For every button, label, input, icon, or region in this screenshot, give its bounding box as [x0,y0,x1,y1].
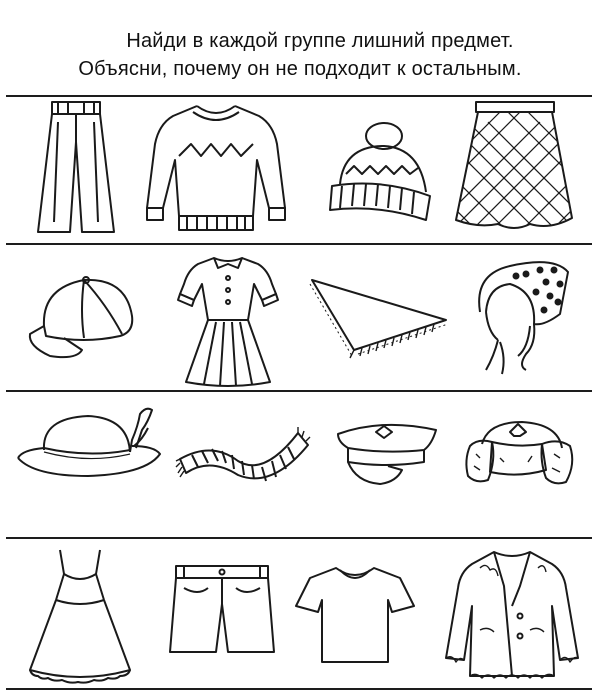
scarf-triangle-icon [300,268,452,362]
baseball-cap-icon [24,270,140,362]
wide-brim-hat-icon [14,400,164,496]
instruction-line-1: Найди в каждой группе лишний предмет. [126,30,514,52]
knit-hat-icon [322,120,440,228]
trousers-icon [24,98,128,238]
bonnet-icon [464,252,576,376]
top-border [6,95,592,97]
row-divider [6,537,592,539]
fur-coat-icon [440,546,584,686]
row-divider [6,243,592,245]
striped-scarf-icon [172,415,312,497]
sundress-icon [22,546,138,684]
tshirt-icon [292,562,418,666]
sweater-icon [143,98,289,236]
bottom-border [6,688,592,690]
shorts-icon [164,562,280,662]
instruction-line-2: Объясни, почему он не подходит к остальным. [78,58,522,80]
row-divider [6,390,592,392]
fur-hat-icon [462,414,578,496]
skirt-icon [448,98,580,236]
dress-icon [172,250,284,392]
peaked-cap-icon [332,416,442,490]
